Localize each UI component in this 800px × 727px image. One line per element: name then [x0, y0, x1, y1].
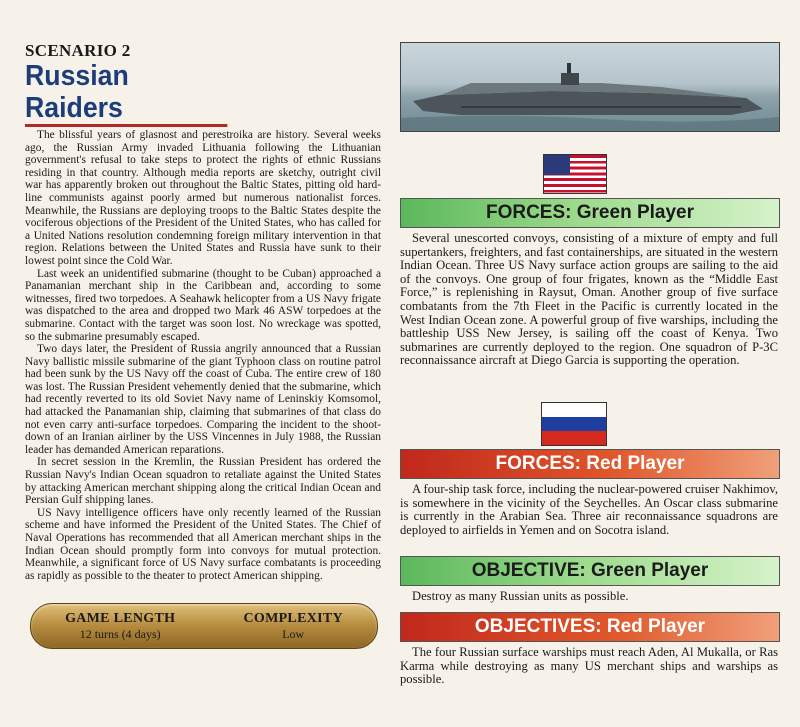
aircraft-carrier-icon: [401, 43, 779, 131]
us-flag-icon: [543, 154, 607, 194]
intro-paragraph: Last week an unidentified submarine (thought to be Cuban) approached a Panamanian merchant ship in the Caribbean and, according to some witnesses, fired two torpedoes. A Seahawk helicopter from a US Navy frigate was dispatched to the area and dropped two Mark 46 ASW torpedoes at the submarine. Contact with the target was soon lost. No wreckage was spotted, so the submarine presumably escaped.: [25, 267, 381, 343]
objective-green-heading: OBJECTIVE: Green Player: [400, 556, 780, 586]
intro-paragraph: The blissful years of glasnost and perestroika are history. Several weeks ago, the Russian Army invaded Lithuania following the Lithuanian government's refusal to take steps to protect the rights of ethnic Russians residing in that country. Although media reports are sketchy, outright civil war has apparently broken out throughout the Baltic States, pitting old hard-line communists against poorly armed but numerous nationalist forces. Meanwhile, the Russians are deploying troops to the Baltic States despite the vociferous objections of the President of the United States, who has called for a United Nations resolution condemning foreign military intervention in that region. Relations between the United States and Russia have sunk to their lowest point since the Cold War.: [25, 129, 381, 267]
objective-green-paragraph: Destroy as many Russian units as possible.: [412, 589, 629, 603]
forces-red-paragraph: A four-ship task force, including the nuclear-powered cruiser Nakhimov, is somewhere in the vicinity of the Seychelles. An Oscar class submarine is currently in the Arabian Sea. Three air reconnaissance squadrons are deployed to airfields in Yemen and on Socotra island.: [400, 482, 778, 537]
game-length-label: GAME LENGTH: [65, 610, 176, 626]
objectives-red-paragraph: The four Russian surface warships must reach Aden, Al Mukalla, or Ras Karma while destroying as many US merchant ships and warships as possible.: [400, 645, 778, 687]
russian-flag-icon: [541, 402, 607, 446]
intro-paragraph: In secret session in the Kremlin, the Russian President has ordered the Russian Navy's Indian Ocean squadron to retaliate against the United States by attacking American merchant shipping along the critical Indian Ocean and Persian Gulf shipping lanes.: [25, 456, 381, 507]
game-length-value: 12 turns (4 days): [79, 626, 161, 641]
objective-green-text: [400, 590, 778, 604]
game-length: [65, 611, 175, 642]
objectives-red-text: [400, 646, 778, 687]
intro-paragraph: Two days later, the President of Russia angrily announced that a Russian Navy ballistic missile submarine of the giant Typhoon class on routine patrol had been sunk by the US Navy off the coast of Cuba. The entire crew of 180 was lost. The Russian President vehemently denied that the submarine, which had recently reverted to its old Soviet Navy name of Leninskiy Komsomol, had attacked the Panamanian ship, claiming that submarines of that class do not even carry anti-surface torpedoes. Comparing the incident to the shoot-down of an Iranian airliner by the USS Vincennes in July 1988, the Russian leader has demanded American reparations.: [25, 343, 381, 456]
game-info-box: [30, 603, 378, 649]
left-column: [25, 42, 381, 582]
forces-green-text: [400, 232, 778, 368]
warship-photo: [400, 42, 780, 132]
forces-green-heading: FORCES: Green Player: [400, 198, 780, 228]
right-column: [400, 42, 778, 687]
complexity-label: COMPLEXITY: [243, 610, 343, 626]
objectives-red-heading: OBJECTIVES: Red Player: [400, 612, 780, 642]
forces-green-paragraph: Several unescorted convoys, consisting of a mixture of empty and full supertankers, freighters, and fast containerships, are situated in the western Indian Ocean. Three US Navy surface action groups are sailing to the aid of the convoys. One group of four frigates, known as the “Middle East Force,” is replenishing in Raysut, Oman. Another group of five surface combatants from the 7th Fleet in the Pacific is currently located in the West Indian Ocean zone. A powerful group of five warships, including the battleship USS New Jersey, is sailing off the coast of Kenya. Two submarines are currently deployed to the region. One squadron of P-3C reconnaissance aircraft at Diego Garcia is supporting the operation.: [400, 231, 778, 368]
intro-paragraph: US Navy intelligence officers have only recently learned of the Russian scheme and have informed the President of the United States. The Chief of Naval Operations has recommended that all American merchant ships in the Indian Ocean should promptly form into convoys for mutual protection. Meanwhile, a significant force of US Navy surface combatants is proceeding as rapidly as possible to the theater to protect American shipping.: [25, 506, 381, 582]
forces-red-heading: FORCES: Red Player: [400, 449, 780, 479]
scenario-label: SCENARIO 2: [25, 41, 131, 60]
forces-red-text: [400, 483, 778, 537]
complexity-value: Low: [282, 626, 305, 641]
complexity: [243, 611, 342, 642]
intro-text: [25, 129, 381, 582]
scenario-title: Russian Raiders: [25, 60, 227, 127]
